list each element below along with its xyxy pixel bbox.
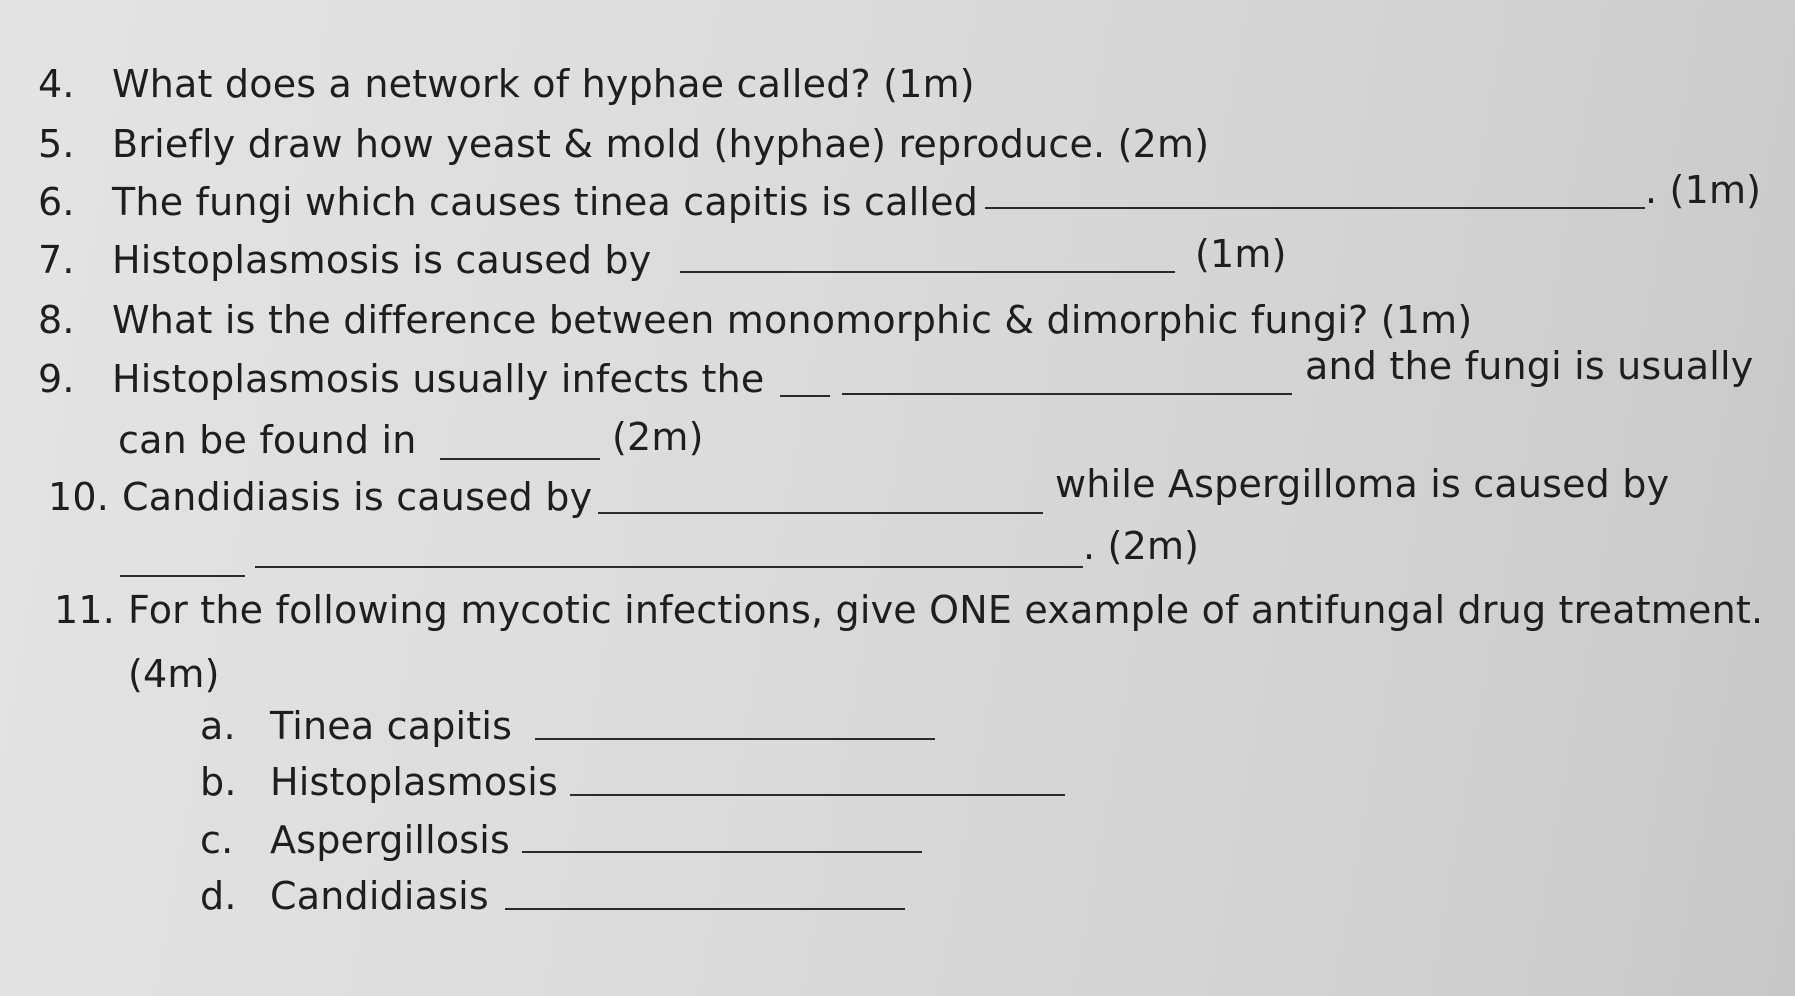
question-number: 9. — [38, 357, 75, 401]
question-text-continued: while Aspergilloma is caused by — [1055, 462, 1670, 506]
item-label: Histoplasmosis — [270, 760, 559, 804]
question-9 — [38, 357, 765, 401]
item-letter: b. — [200, 760, 237, 804]
item-label: Tinea capitis — [270, 704, 513, 748]
answer-blank[interactable] — [842, 393, 1292, 395]
item-letter: d. — [200, 874, 237, 918]
question-marks: (1m) — [1195, 232, 1287, 276]
question-text-continued: and the fungi is usually — [1305, 344, 1754, 388]
answer-blank[interactable] — [985, 207, 1645, 209]
answer-blank[interactable] — [440, 458, 600, 460]
question-text: What is the difference between monomorphic & dimorphic fungi? (1m) — [112, 298, 1473, 342]
question-8 — [38, 298, 1472, 342]
question-text: Briefly draw how yeast & mold (hyphae) reproduce. (2m) — [112, 122, 1210, 166]
question-5 — [38, 122, 1209, 166]
item-letter: c. — [200, 818, 234, 862]
question-11 — [54, 588, 1763, 632]
question-10 — [48, 475, 592, 519]
question-marks: (4m) — [128, 652, 220, 696]
item-letter: a. — [200, 704, 236, 748]
question-text: What does a network of hyphae called? (1m) — [112, 62, 975, 106]
question-number: 6. — [38, 180, 75, 224]
answer-blank[interactable] — [522, 851, 922, 853]
question-number: 10. — [48, 475, 110, 519]
question-6 — [38, 180, 978, 224]
question-text: The fungi which causes tinea capitis is called — [112, 180, 979, 224]
question-number: 11. — [54, 588, 116, 632]
question-text-line2: can be found in — [118, 418, 417, 462]
question-number: 4. — [38, 62, 75, 106]
list-item — [200, 818, 510, 862]
list-item — [200, 704, 512, 748]
question-text: Histoplasmosis is caused by — [112, 238, 652, 282]
answer-blank[interactable] — [535, 738, 935, 740]
question-text: Candidiasis is caused by — [122, 475, 593, 519]
answer-blank[interactable] — [255, 566, 1083, 568]
item-label: Aspergillosis — [270, 818, 511, 862]
answer-blank[interactable] — [570, 794, 1065, 796]
answer-blank[interactable] — [780, 395, 830, 397]
question-number: 5. — [38, 122, 75, 166]
question-number: 8. — [38, 298, 75, 342]
question-marks: . (2m) — [1083, 524, 1200, 568]
question-marks: (2m) — [612, 415, 704, 459]
answer-blank[interactable] — [505, 908, 905, 910]
answer-blank[interactable] — [120, 575, 245, 577]
question-4 — [38, 62, 975, 106]
answer-blank[interactable] — [598, 512, 1043, 514]
answer-blank[interactable] — [680, 271, 1175, 273]
question-number: 7. — [38, 238, 75, 282]
question-7 — [38, 238, 651, 282]
list-item — [200, 874, 489, 918]
question-text: For the following mycotic infections, give ONE example of antifungal drug treatment. — [128, 588, 1764, 632]
question-text: Histoplasmosis usually infects the — [112, 357, 765, 401]
list-item — [200, 760, 558, 804]
question-marks: . (1m) — [1645, 168, 1762, 212]
item-label: Candidiasis — [270, 874, 489, 918]
